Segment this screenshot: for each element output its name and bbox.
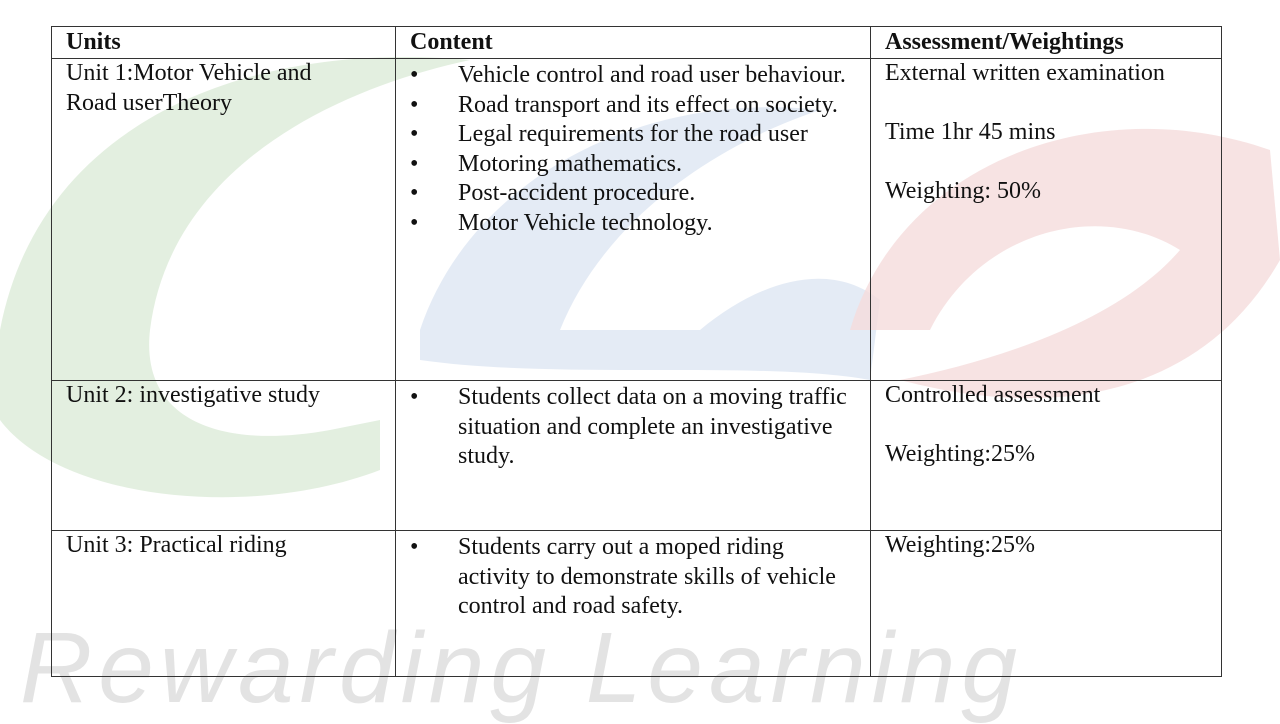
assessment-text: External written examination [885,60,1165,86]
unit-name: Unit 1:Motor Vehicle and [66,60,312,86]
table-row [52,381,1222,531]
unit-cell [52,59,396,381]
assessment-weighting: Weighting:25% [885,532,1036,558]
list-item-text: Motoring mathematics. [458,150,682,177]
unit-cell [52,531,396,677]
content-cell [396,381,871,531]
assessment-weighting: Weighting:25% [885,441,1036,467]
bullet-icon: • [410,121,419,147]
list-item [410,61,856,91]
assessment-cell [871,59,1222,381]
list-item-text: Vehicle control and road user behaviour. [458,62,846,88]
table-header-row [52,27,1222,59]
assessment-text: Controlled assessment [885,382,1101,408]
unit-cell [52,381,396,531]
bullet-icon: • [410,91,419,118]
list-item-text: Road transport and its effect on society. [458,91,838,118]
list-item-text: Students collect data on a moving traffic situation and complete an investigative study. [458,384,847,469]
list-item [410,179,856,209]
course-structure-table [51,26,1222,677]
content-cell [396,59,871,381]
bullet-icon: • [410,62,419,88]
unit-name: Unit 3: Practical riding [66,532,287,558]
table-row [52,531,1222,677]
content-cell [396,531,871,677]
assessment-time: Time 1hr 45 mins [885,119,1056,145]
bullet-icon: • [410,209,419,236]
list-item-text: Legal requirements for the road user [458,121,808,147]
list-item [410,91,856,121]
unit-name: Unit 2: investigative study [66,382,320,408]
list-item-text: Students carry out a moped riding activity to demonstrate skills of vehicle control and road safety. [458,534,836,619]
bullet-icon: • [410,384,419,410]
assessment-cell [871,381,1222,531]
watermark-text: Rewarding Learning [20,612,1024,724]
list-item-text: Post-accident procedure. [458,180,696,206]
header-content: Content [396,27,871,59]
list-item [410,150,856,180]
bullet-icon: • [410,150,419,177]
header-units: Units [52,27,396,59]
header-assessment: Assessment/Weightings [871,27,1222,59]
bullet-icon: • [410,180,419,206]
assessment-weighting: Weighting: 50% [885,178,1042,204]
bullet-icon: • [410,534,419,560]
unit-name: Road userTheory [66,89,232,116]
list-item [410,209,856,239]
list-item-text: Motor Vehicle technology. [458,209,713,236]
list-item [410,383,856,472]
table-row [52,59,1222,381]
assessment-cell [871,531,1222,677]
list-item [410,120,856,150]
list-item [410,533,856,622]
